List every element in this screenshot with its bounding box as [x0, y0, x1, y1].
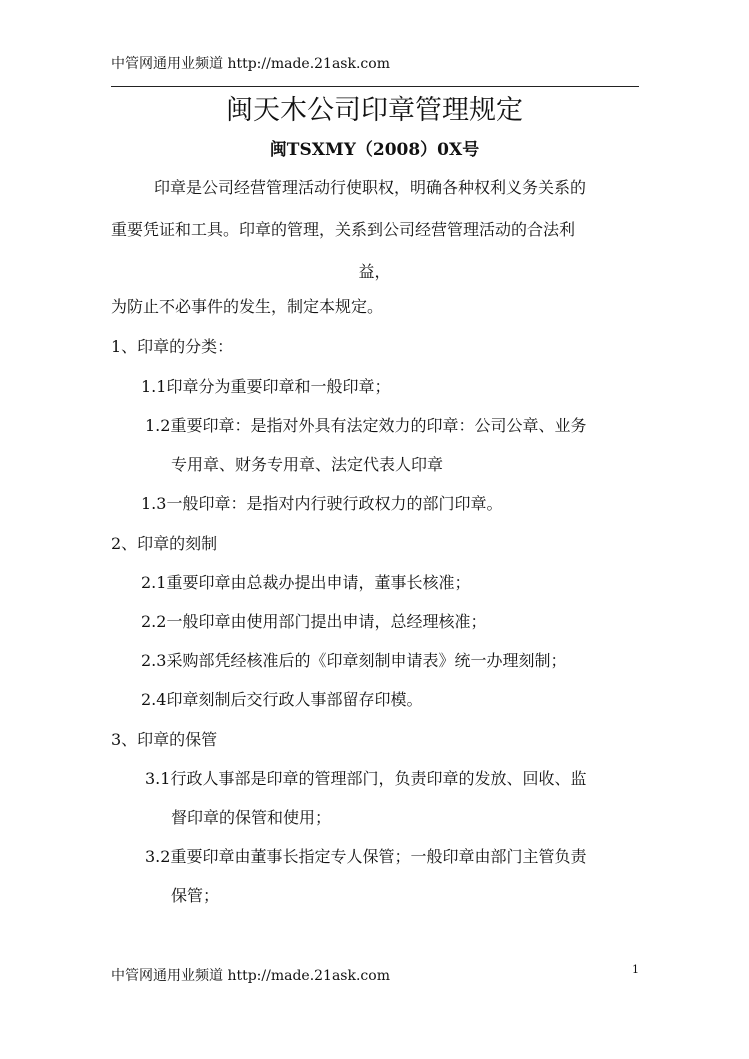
clause-3-1-line-1: 3.1行政人事部是印章的管理部门，负责印章的发放、回收、监 [145, 769, 587, 788]
clause-1-3: 1.3一般印章：是指对内行驶行政权力的部门印章。 [141, 494, 503, 513]
clause-2-4: 2.4印章刻制后交行政人事部留存印模。 [141, 690, 423, 709]
intro-line-3: 益， [358, 262, 391, 281]
intro-line-2: 重要凭证和工具。印章的管理，关系到公司经营管理活动的合法利 [111, 220, 576, 239]
intro-line-1: 印章是公司经营管理活动行使职权，明确各种权利义务关系的 [154, 178, 587, 197]
section-heading-classification: 1、印章的分类： [111, 337, 234, 356]
clause-3-1-line-2: 督印章的保管和使用； [171, 808, 332, 827]
intro-line-4: 为防止不必事件的发生，制定本规定。 [111, 297, 384, 316]
page-header: 中管网通用业频道 http://made.21ask.com [111, 56, 390, 72]
page-number: 1 [632, 963, 639, 976]
clause-2-1: 2.1重要印章由总裁办提出申请，董事长核准； [141, 573, 471, 592]
clause-1-1: 1.1印章分为重要印章和一般印章； [141, 377, 391, 396]
header-divider [111, 86, 639, 87]
section-heading-engraving: 2、印章的刻制 [111, 534, 218, 553]
section-heading-custody: 3、印章的保管 [111, 730, 218, 749]
clause-2-2: 2.2一般印章由使用部门提出申请，总经理核准； [141, 612, 487, 631]
clause-3-2-line-2: 保管； [171, 886, 220, 905]
clause-3-2-line-1: 3.2重要印章由董事长指定专人保管；一般印章由部门主管负责 [145, 847, 587, 866]
clause-2-3: 2.3采购部凭经核准后的《印章刻制申请表》统一办理刻制； [141, 651, 567, 670]
document-number: 闽TSXMY（2008）0X号 [269, 140, 480, 160]
document-title: 闽天木公司印章管理规定 [226, 95, 523, 126]
clause-1-2-line-1: 1.2重要印章：是指对外具有法定效力的印章：公司公章、业务 [145, 416, 587, 435]
clause-1-2-line-2: 专用章、财务专用章、法定代表人印章 [171, 455, 444, 474]
page-footer: 中管网通用业频道 http://made.21ask.com [111, 968, 390, 984]
